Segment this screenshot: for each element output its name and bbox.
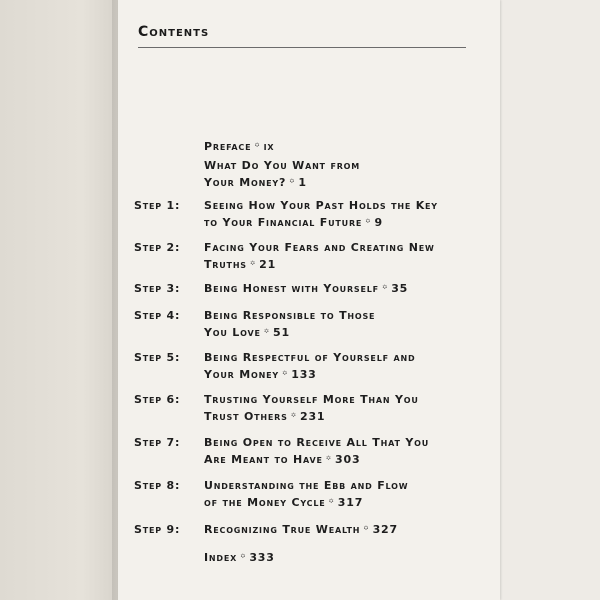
step-label: Step 6:: [134, 393, 181, 406]
ornament-icon: ꙳: [240, 553, 247, 564]
entry-page-number: 327: [372, 523, 398, 536]
entry-line-2: Truths: [204, 258, 247, 271]
title-rule: [138, 47, 466, 48]
ornament-icon: ꙳: [281, 370, 289, 381]
entry-page-number: 35: [391, 282, 409, 295]
contents-page: [118, 0, 500, 600]
step-label: Step 8:: [134, 479, 181, 492]
entry-line-2: to Your Financial Future: [204, 216, 363, 229]
entry-line-2: You Love: [204, 326, 261, 339]
ornament-icon: ꙳: [381, 284, 389, 295]
entry-line-1: Being Respectful of Yourself and: [204, 351, 416, 364]
entry-line-1: Seeing How Your Past Holds the Key: [204, 199, 438, 212]
ornament-icon: ꙳: [325, 455, 333, 466]
entry-line-1: What Do You Want from: [204, 159, 361, 172]
entry-page-number: 133: [291, 368, 317, 381]
entry-page-number: 9: [374, 216, 383, 229]
entry-page-number: 51: [273, 326, 290, 339]
entry-label: Index: [204, 551, 238, 564]
entry-line-1: Understanding the Ebb and Flow: [204, 479, 409, 492]
entry-page-number: 333: [249, 551, 275, 564]
ornament-icon: ꙳: [363, 525, 370, 536]
step-label: Step 2:: [134, 241, 181, 254]
entry-page-number: 317: [337, 496, 364, 509]
entry-line-2: Your Money?: [204, 176, 287, 189]
entry-page-number: 231: [299, 410, 326, 423]
step-label: Step 5:: [134, 351, 181, 364]
ornament-icon: ꙳: [254, 142, 261, 153]
entry-page-number: ix: [263, 140, 275, 153]
step-label: Step 7:: [134, 436, 181, 449]
page-title: Contents: [138, 24, 210, 40]
step-label: Step 9:: [134, 523, 181, 536]
entry-line-2: Trust Others: [204, 410, 288, 423]
entry-line-1: Facing Your Fears and Creating New: [204, 241, 435, 254]
ornament-icon: ꙳: [328, 498, 335, 509]
entry-line-2: Are Meant to Have: [204, 453, 323, 466]
step-label: Step 1:: [134, 199, 181, 212]
background-surface: [500, 0, 600, 600]
entry-line-1: Being Honest with Yourself: [204, 282, 379, 295]
step-label: Step 3:: [134, 282, 181, 295]
ornament-icon: ꙳: [365, 218, 372, 229]
ornament-icon: ꙳: [263, 328, 271, 339]
entry-line-1: Being Open to Receive All That You: [204, 436, 429, 449]
ornament-icon: ꙳: [289, 178, 296, 189]
entry-line-1: Being Responsible to Those: [204, 309, 376, 322]
entry-line-2: of the Money Cycle: [204, 496, 326, 509]
entry-label: Preface: [204, 140, 252, 153]
entry-line-1: Recognizing True Wealth: [204, 523, 361, 536]
ornament-icon: ꙳: [249, 260, 257, 271]
ornament-icon: ꙳: [290, 412, 297, 423]
left-facing-page: [0, 0, 118, 600]
entry-line-1: Trusting Yourself More Than You: [204, 393, 419, 406]
entry-page-number: 21: [259, 258, 277, 271]
entry-page-number: 1: [298, 176, 307, 189]
entry-line-2: Your Money: [204, 368, 279, 381]
step-label: Step 4:: [134, 309, 181, 322]
entry-page-number: 303: [335, 453, 361, 466]
